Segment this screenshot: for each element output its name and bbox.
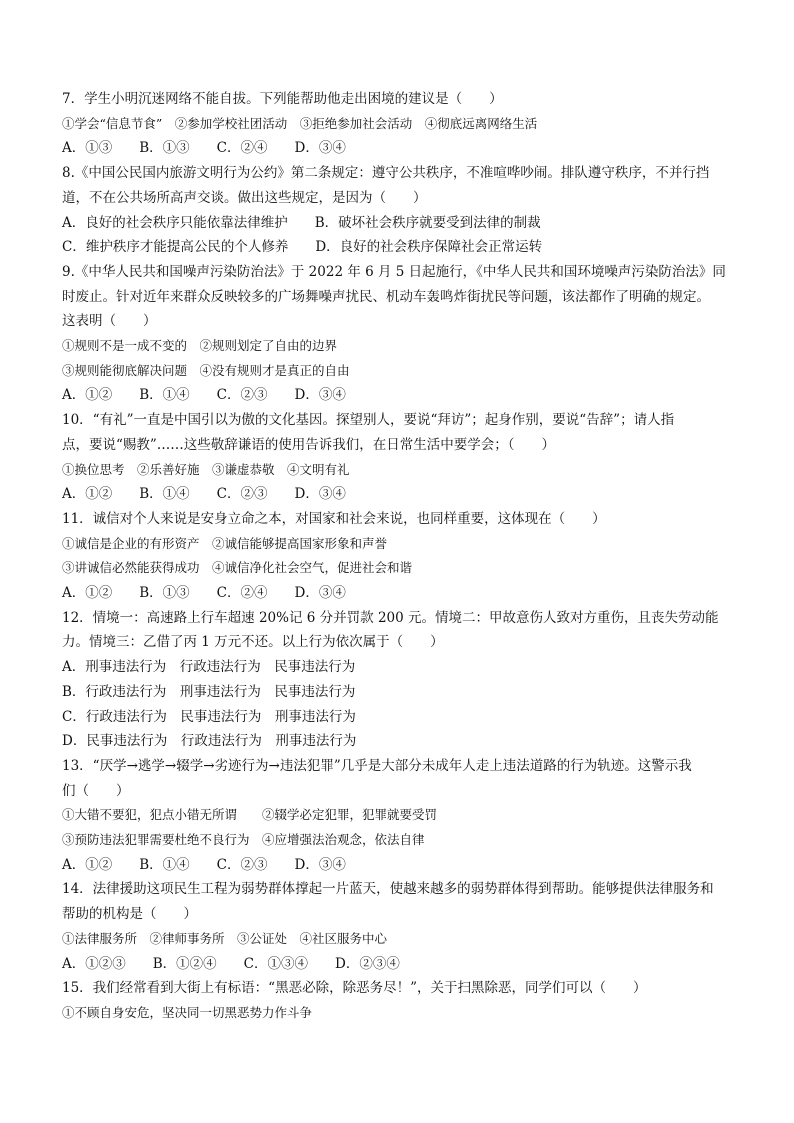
question-stem-line: 这表明（ ） [62,313,157,330]
question-stem-line: 点，要说“赐教”……这些敬辞谦语的使用告诉我们，在日常生活中要学会；（ ） [62,436,556,453]
question-stem-line: 9.《中华人民共和国噪声污染防治法》于 2022 年 6 月 5 日起施行，《中华人民共和国环境噪声污染防治法》同 [62,263,726,280]
question-stem-line: 道，不在公共场所高声交谈。做出这些规定，是因为（ ） [62,189,427,206]
answer-options-line: A．①② B．①④ C．②③ D．③④ [62,387,346,404]
choice-item-line: ③讲诚信必然能获得成功 ④诚信净化社会空气，促进社会和谐 [62,560,413,576]
answer-options-line: C．维护秩序才能提高公民的个人修养 D．良好的社会秩序保障社会正常运转 [62,239,543,256]
question-stem-line: 力。情境三：乙借了丙 1 万元不还。以上行为依次属于（ ） [62,634,444,651]
choice-item-line: ①规则不是一成不变的 ②规则划定了自由的边界 [62,338,338,353]
choice-item-line: ①换位思考 ②乐善好施 ③谦虚恭敬 ④文明有礼 [62,461,350,477]
question-stem-line: 帮助的机构是（ ） [62,906,197,923]
question-stem-line: 11．诚信对个人来说是安身立命之本，对国家和社会来说，也同样重要，这体现在（ ） [62,510,606,527]
question-stem-line: 8.《中国公民国内旅游文明行为公约》第二条规定：遵守公共秩序，不准喧哗吵闹。排队遵守秩序，不并行挡 [62,165,710,182]
question-stem-line: 7．学生小明沉迷网络不能自拔。下列能帮助他走出困境的建议是（ ） [62,91,503,107]
answer-options-line: A．①②③ B．①②④ C．①③④ D．②③④ [62,955,400,972]
answer-options-line: C．行政违法行为 民事违法行为 刑事违法行为 [62,708,356,725]
answer-options-line: A．①③ B．①③ C．②④ D．③④ [62,140,346,157]
choice-item-line: ①学会“信息节食” ②参加学校社团活动 ③拒绝参加社会活动 ④彻底远离网络生活 [62,115,538,131]
choice-item-line: ①不顾自身安危，坚决同一切黑恶势力作斗争 [62,1004,313,1020]
question-stem-line: 时废止。针对近年来群众反映较多的广场舞噪声扰民、机动车轰鸣炸街扰民等问题，该法都作了明确的规定。 [62,288,710,305]
answer-options-line: A．①② B．①③ C．②④ D．③④ [62,585,346,601]
question-stem-line: 10．“有礼”一直是中国引以为傲的文化基因。探望别人，要说“拜访”；起身作别，要说“告辞”；请人指 [62,412,675,429]
answer-options-line: D．民事违法行为 行政违法行为 刑事违法行为 [62,733,357,750]
question-stem-line: 15．我们经常看到大街上有标语：“黑恶必除，除恶务尽！”，关于扫黑除恶，同学们可以（ ） [62,980,647,997]
question-stem-line: 14．法律援助这项民生工程为弱势群体撑起一片蓝天，使越来越多的弱势群体得到帮助。能够提供法律服务和 [62,881,714,898]
answer-options-line: A．①② B．①④ C．②③ D．③④ [62,486,346,503]
answer-options-line: A．刑事违法行为 行政违法行为 民事违法行为 [62,659,356,676]
choice-item-line: ③规则能彻底解决问题 ④没有规则才是真正的自由 [62,362,350,378]
answer-options-line: A．良好的社会秩序只能依靠法律维护 B．破坏社会秩序就要受到法律的制裁 [62,214,541,231]
choice-item-line: ①法律服务所 ②律师事务所 ③公证处 ④社区服务中心 [62,930,388,946]
choice-item-line: ③预防违法犯罪需要杜绝不良行为 ④应增强法治观念，依法自律 [62,832,425,847]
answer-options-line: A．①② B．①④ C．②③ D．③④ [62,856,346,873]
answer-options-line: B．行政违法行为 刑事违法行为 民事违法行为 [62,683,356,700]
choice-item-line: ①大错不要犯，犯点小错无所谓 ②辍学必定犯罪，犯罪就要受罚 [62,807,438,823]
question-stem-line: 13．“厌学→逃学→辍学→劣迹行为→违法犯罪”几乎是大部分未成年人走上违法道路的行为轨迹。这警示我 [62,757,692,774]
question-stem-line: 们（ ） [62,782,130,799]
choice-item-line: ①诚信是企业的有形资产 ②诚信能够提高国家形象和声誉 [62,535,388,551]
question-stem-line: 12．情境一：高速路上行车超速 20%记 6 分并罚款 200 元。情境二：甲故意伤人致对方重伤，且丧失劳动能 [62,609,719,626]
